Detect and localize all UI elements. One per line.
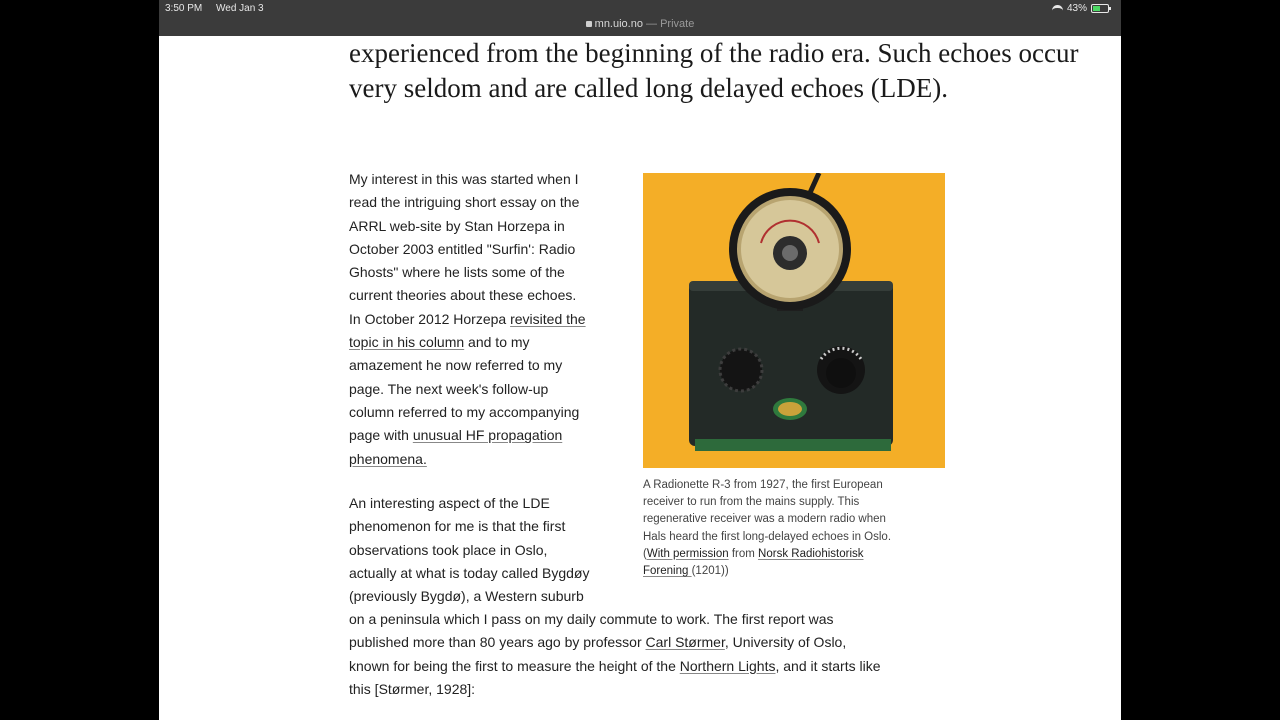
para1-line: read the intriguing short essay on the [349, 194, 580, 211]
hf-propagation-link-cont[interactable]: phenomena. [349, 450, 427, 467]
para2-line [349, 655, 949, 678]
para1-line: ARRL web-site by Stan Horzepa in [349, 217, 565, 234]
norsk-radiohistorisk-link[interactable]: Norsk Radiohistorisk [758, 547, 864, 560]
para2-line: phenomenon for me is that the first [349, 518, 566, 535]
para2-line: on a peninsula which I pass on my daily commute to work. The first report was [349, 611, 834, 627]
caption-text: from [728, 547, 759, 560]
para1-line: current theories about these echoes. [349, 287, 577, 304]
para1-line: October 2003 entitled "Surfin': Radio [349, 240, 576, 257]
para1-text: and to my [464, 334, 530, 351]
caption-line: Hals heard the first long-delayed echoes in Oslo. [643, 530, 892, 543]
caption-text: ( [643, 547, 647, 560]
para1-text: page with [349, 427, 413, 444]
photo-caption [643, 477, 939, 580]
caption-text: (1201)) [691, 565, 729, 578]
caption-line [643, 563, 939, 580]
left-letterbox [0, 0, 159, 720]
radionette-photo [643, 173, 945, 468]
para1-line: page. The next week's follow-up [349, 380, 549, 397]
norsk-radiohistorisk-link-cont[interactable]: Forening [643, 565, 692, 578]
permission-link[interactable]: With permission [646, 547, 729, 560]
para1-line [349, 448, 619, 471]
para2-line: observations took place in Oslo, [349, 541, 548, 558]
right-knob-cap [826, 358, 856, 388]
paragraph-lde-oslo-cont [349, 608, 949, 701]
badge-center [778, 402, 802, 416]
paragraph-interest [349, 168, 619, 471]
status-time: 3:50 PM [165, 3, 203, 14]
address-bar[interactable] [159, 18, 1121, 30]
status-date: Wed Jan 3 [216, 3, 264, 14]
dial-center-cap [782, 245, 798, 261]
para2-text: , and it starts like [775, 657, 881, 674]
para1-line [349, 308, 619, 331]
carl-stormer-link[interactable]: Carl Størmer [645, 634, 725, 651]
caption-line: receiver to run from the mains supply. This [643, 496, 860, 509]
para2-text: , University of Oslo, [724, 634, 847, 651]
browser-viewport[interactable] [159, 0, 1121, 720]
para2-line: An interesting aspect of the LDE [349, 495, 550, 511]
caption-line: A Radionette R-3 from 1927, the first European [643, 479, 883, 491]
para2-line: (previously Bygdø), a Western suburb [349, 588, 584, 605]
address-separator: — [642, 18, 661, 30]
para1-line: Ghosts" where he lists some of the [349, 264, 565, 281]
para1-line: column referred to my accompanying [349, 403, 580, 420]
para2-line [349, 631, 949, 654]
para1-line: amazement he now referred to my [349, 357, 563, 374]
para2-line: actually at what is today called Bygdøy [349, 564, 590, 581]
article-headline: experienced from the beginning of the radio era. Such echoes occur very seldom and are called long delayed echoes (LDE). [349, 38, 1079, 103]
radio-illustration [643, 173, 945, 468]
battery-percent: 43% [1066, 3, 1087, 14]
para1-line [349, 424, 619, 447]
caption-line [643, 546, 939, 563]
para1-text: In October 2012 Horzepa [349, 310, 511, 327]
battery-fill [1093, 6, 1100, 11]
battery-icon [1091, 4, 1109, 13]
status-right [1052, 3, 1109, 14]
caption-line: regenerative receiver was a modern radio when [643, 513, 886, 526]
revisited-topic-link[interactable]: revisited the [510, 310, 586, 327]
para2-text: known for being the first to measure the height of the [349, 657, 680, 674]
para2-line: this [Størmer, 1928]: [349, 680, 476, 697]
radio-base [695, 439, 891, 451]
right-letterbox [1121, 0, 1280, 720]
revisited-topic-link-cont[interactable]: topic in his column [349, 334, 465, 351]
lock-icon [586, 21, 592, 27]
hf-propagation-link[interactable]: unusual HF propagation [412, 427, 563, 444]
northern-lights-link[interactable]: Northern Lights [679, 657, 776, 674]
paragraph-lde-oslo [349, 492, 624, 608]
address-url: mn.uio.no [594, 18, 643, 30]
para1-line: My interest in this was started when I [349, 171, 579, 187]
private-label: Private [660, 18, 695, 30]
para1-line [349, 331, 619, 354]
status-bar [159, 0, 1121, 36]
wifi-icon [1052, 5, 1063, 13]
para2-text: published more than 80 years ago by professor [349, 634, 646, 651]
